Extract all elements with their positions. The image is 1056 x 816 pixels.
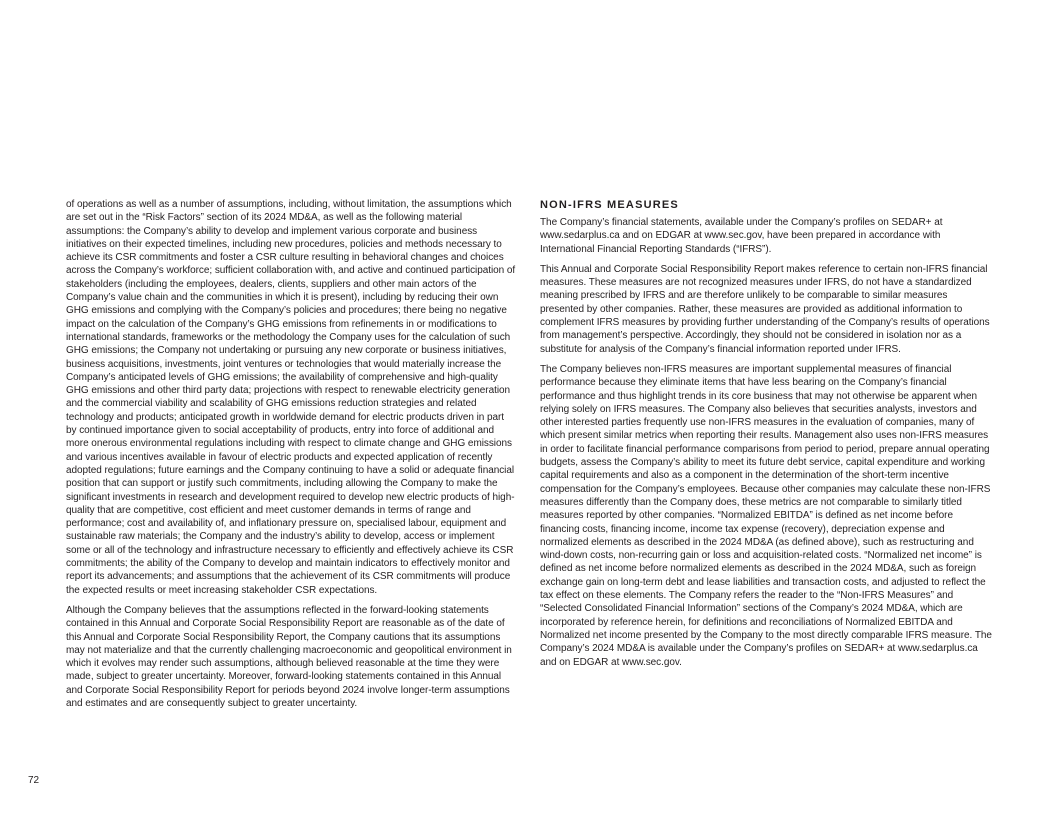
page-number: 72	[28, 775, 40, 786]
financial-statements-paragraph: The Company’s financial statements, available under the Company’s profiles on SEDAR+ at www.sedarplus.ca and on EDGAR at www.sec.gov, have been prepared in accordance with International Financial Reporting Standards (“IFRS”).	[540, 217, 943, 255]
forward-looking-caution-paragraph: Although the Company believes that the assumptions reflected in the forward-looking statements contained in this Annual and Corporate Social Responsibility Report are reasonable as of the date of this Annual and Corporate Social Responsibility Report, the Company cautions that its assumptions may not materialize and that the currently challenging macroeconomic and geopolitical environment in which it evolves may render such assumptions, although believed reasonable at the time they were made, subject to greater uncertainty. Moreover, forward-looking statements contained in this Annual and Corporate Social Responsibility Report for periods beyond 2024 involve longer-term assumptions and estimates and are consequently subject to greater uncertainty.	[66, 604, 512, 709]
left-column	[66, 198, 516, 717]
non-ifrs-importance-paragraph: The Company believes non-IFRS measures are important supplemental measures of financial performance because they eliminate items that have less bearing on the Company’s financial performance and thus highlight trends in its core business that may not otherwise be apparent when relying solely on IFRS measures. The Company also believes that securities analysts, investors and other interested parties frequently use non-IFRS measures in the evaluation of companies, many of which present similar metrics when reporting their results. Management also uses non-IFRS measures in order to facilitate financial performance comparisons from period to period, prepare annual operating budgets, assess the Company’s ability to meet its future debt service, capital expenditure and working capital requirements and also as a component in the determination of the short-term incentive compensation for the Company’s employees. Because other companies may calculate these non-IFRS measures differently than the Company does, these metrics are not comparable to similarly titled measures reported by other companies. “Normalized EBITDA” is defined as net income before financing costs, financing income, income tax expense (recovery), depreciation expense and normalized elements as described in the 2024 MD&A (as defined above), such as restructuring and wind-down costs, non-recurring gain or loss and acquisition-related costs. “Normalized net income” is defined as net income before normalized elements as described in the 2024 MD&A, such as foreign exchange gain on long-term debt and lease liabilities and transaction costs, and adjusted to reflect the tax effect on these elements. The Company refers the reader to the “Non-IFRS Measures” and “Selected Consolidated Financial Information” sections of the Company’s 2024 MD&A, which are incorporated by reference herein, for definitions and reconciliations of Normalized EBITDA and Normalized net income presented by the Company to the most directly comparable IFRS measure. The Company’s 2024 MD&A is available under the Company’s profiles on SEDAR+ at www.sedarplus.ca and on EDGAR at www.sec.gov.	[540, 363, 992, 668]
section-heading: NON-IFRS MEASURES	[540, 199, 679, 211]
forward-looking-assumptions-paragraph: of operations as well as a number of assumptions, including, without limitation, the assumptions which are set out in the “Risk Factors” section of its 2024 MD&A, as well as the following material assumptions: the Company’s ability to develop and implement various corporate and business initiatives on their expected timelines, including new procedures, policies and methods necessary to achieve its CSR commitments and foster a CSR culture resulting in behavioral changes and choices across the Company’s workforce; sufficient collaboration with, and active and continued participation of stakeholders (including the employees, dealers, clients, suppliers and other main actors of the Company’s value chain and the communities in which it is present), including by reducing their own GHG emissions and complying with the Company’s policies and procedures; there being no negative impact on the calculation of the Company’s GHG emissions from refinements in or modifications to international standards, frameworks or the methodology the Company uses for the calculation of such GHG emissions; the Company not undertaking or pursuing any new corporate or business initiatives, business acquisitions, investments, joint ventures or technologies that would materially increase the Company’s anticipated levels of GHG emissions; the availability of comprehensive and high-quality GHG emissions and other third party data; projections with respect to renewable electricity generation and the commercial viability and scalability of GHG emissions reduction strategies and related technology and products; anticipated growth in worldwide demand for electric products driven in part by continued importance given to social acceptability of products, entry into force of additional and more onerous environmental regulations including with respect to climate change and GHG emissions and various incentives available in favour of electric products and expected application of recently adopted regulations; future earnings and the Company continuing to have a solid or adequate financial position that can support or justify such commitments, including allowing the Company to make the significant investments in research and development required to develop new electric products of high-quality that are competitive, cost efficient and meet customer demands in terms of range and performance; cost and availability of, and inflationary pressure on, specialised labour, equipment and sustainable raw materials; the Company and the industry’s ability to develop, access or implement some or all of the technology and infrastructure necessary to efficiently and effectively achieve its CSR commitments; the ability of the Company to develop and maintain indicators to effectively monitor and report its advancements; and assumptions that the achievement of its CSR commitments will produce the expected results or meet increasing stakeholder CSR expectations.	[66, 199, 516, 596]
non-ifrs-reference-paragraph: This Annual and Corporate Social Responsibility Report makes reference to certain non-IFRS financial measures. These measures are not recognized measures under IFRS, do not have a standardized meaning prescribed by IFRS and are therefore unlikely to be comparable to similar measures presented by other companies. Rather, these measures are provided as additional information to complement IFRS measures by providing further understanding of the Company’s results of operations from management’s perspective. Accordingly, they should not be considered in isolation nor as a substitute for analysis of the Company’s financial information reported under IFRS.	[540, 263, 990, 355]
right-column	[540, 198, 992, 676]
